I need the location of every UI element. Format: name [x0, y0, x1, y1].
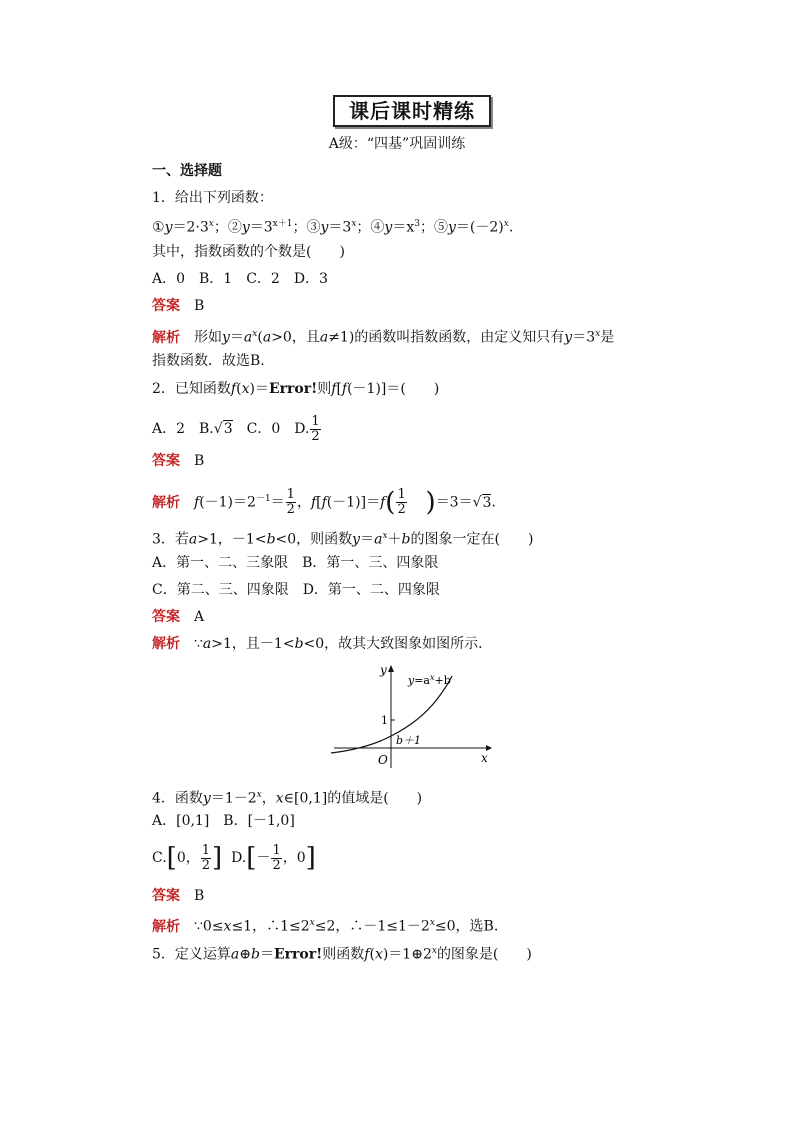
fraction: $\frac{1}{2}$	[397, 487, 406, 518]
q3-stem: 3．若a>1，－1<b<0，则函数$y=a^x+b$的图象一定在( )	[152, 531, 534, 548]
q1-answer: 答案 B	[152, 298, 205, 314]
fraction: $\frac{1}{2}$	[201, 842, 211, 873]
y-axis-label: y	[380, 663, 387, 677]
q3-explanation: 解析 ∵a>1，且－1<b<0，故其大致图象如图所示．	[152, 636, 493, 652]
section-heading: 一、选择题	[152, 163, 222, 179]
q1-explanation: 解析 形如$y=a^x(a>0$，且a≠1)的函数叫指数函数，由定义知只有$y=3^x$是	[152, 329, 615, 346]
y-one-label: 1	[381, 714, 388, 727]
x-axis-label: x	[481, 751, 488, 765]
q2-explanation: 解析 $f(-1)=2^{-1}=$ $\frac{1}{2}$ ，f[f(－1)]＝f( $\frac{1}{2}$ )＝3＝√3.	[152, 487, 496, 518]
level-heading: A级：“四基”巩固训练	[328, 136, 466, 152]
q5-stem: 5．定义运算a⊕b＝Error!则函数$f(x)=1\oplus 2^x$的图象是( )	[152, 946, 532, 963]
intercept-label: b＋1	[396, 734, 422, 747]
q1-choices: A．0 B．1 C．2 D．3	[152, 271, 328, 287]
q1-stem: 1．给出下列函数：	[152, 190, 273, 206]
q1-explanation-cont: 指数函数．故选B.	[152, 353, 265, 369]
exponential-graph	[326, 660, 498, 772]
q2-choices: A．2 B.√3 C．0 D. $\frac{1}{2}$	[152, 413, 320, 444]
q1-ask: 其中，指数函数的个数是( )	[152, 244, 345, 260]
curve-label: $y=a^x+b$	[408, 673, 451, 687]
q4-explanation: 解析 ∵0≤x≤1，$\therefore 1\le 2^x\le 2$，$\therefore-1\le 1-2^x\le 0$，选B.	[152, 918, 499, 935]
q3-answer: 答案 A	[152, 609, 205, 625]
q2-stem: 2．已知函数f(x)＝Error!则f[f(－1)]＝( )	[152, 381, 440, 397]
fraction: $\frac{1}{2}$	[272, 842, 281, 873]
q3-choices-row1: A．第一、二、三象限 B．第一、三、四象限	[152, 555, 439, 571]
q4-answer: 答案 B	[152, 888, 205, 904]
q4-choices-row1: A．[0,1] B．[－1,0]	[152, 813, 295, 829]
q4-stem: 4．函数$y=1-2^x$，x∈[0,1]的值域是( )	[152, 790, 423, 807]
fraction: $\frac{1}{2}$	[286, 487, 295, 518]
fraction: $\frac{1}{2}$	[311, 413, 320, 444]
y-axis-arrow	[388, 665, 394, 672]
q1-functions: $①y=2\cdot 3^x$；$②y=3^{x+1}$；$③y=3^x$；$④y=x^3$；$⑤y=(-2)^x$.	[152, 219, 514, 236]
origin-label: O	[378, 753, 388, 767]
q4-choices-row2: C.[0， $\frac{1}{2}$ ] D.[－ $\frac{1}{2}$ ，0]	[152, 842, 316, 873]
page-title: 课后课时精练	[333, 95, 491, 127]
q3-choices-row2: C．第二、三、四象限 D．第一、二、四象限	[152, 582, 440, 598]
q2-answer: 答案 B	[152, 453, 205, 469]
